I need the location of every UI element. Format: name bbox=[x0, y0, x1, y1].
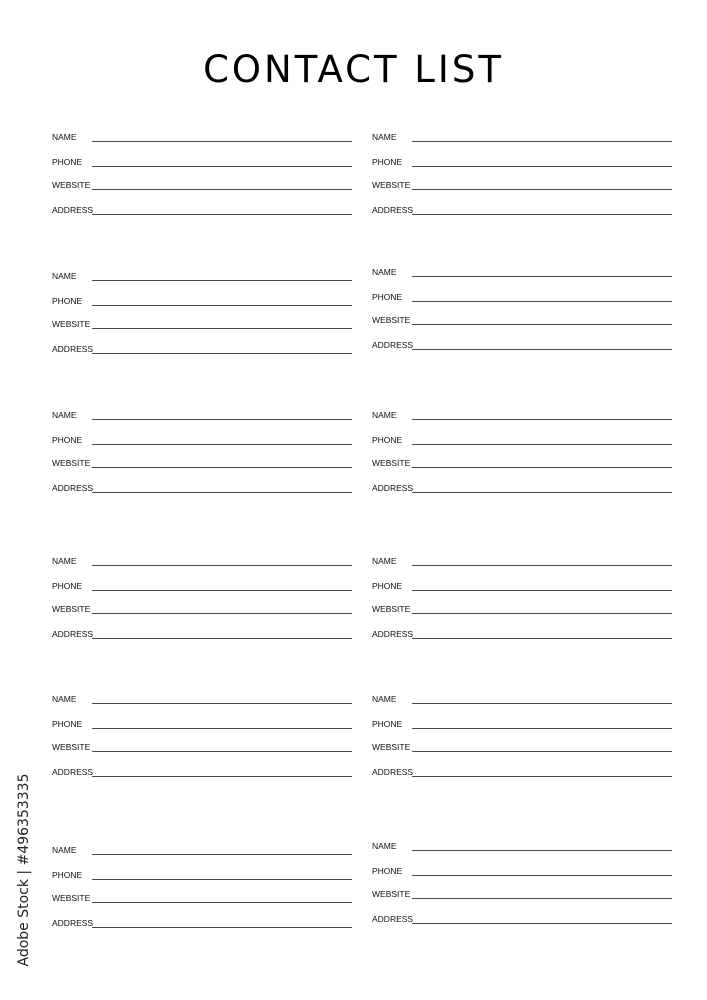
name-field[interactable] bbox=[52, 126, 352, 142]
address-write-line[interactable] bbox=[92, 927, 352, 928]
website-write-line[interactable] bbox=[412, 467, 672, 468]
phone-field[interactable] bbox=[52, 713, 352, 729]
website-write-line[interactable] bbox=[92, 467, 352, 468]
address-write-line[interactable] bbox=[412, 349, 672, 350]
address-write-line[interactable] bbox=[412, 214, 672, 215]
website-field[interactable] bbox=[52, 313, 352, 329]
website-write-line[interactable] bbox=[412, 898, 672, 899]
phone-label: PHONE bbox=[52, 581, 83, 591]
phone-write-line[interactable] bbox=[92, 590, 352, 591]
contact-card bbox=[52, 839, 352, 929]
phone-write-line[interactable] bbox=[92, 166, 352, 167]
website-field[interactable] bbox=[372, 598, 672, 614]
name-write-line[interactable] bbox=[412, 276, 672, 277]
name-label: NAME bbox=[372, 132, 397, 142]
address-field[interactable] bbox=[52, 912, 352, 928]
website-label: WEBSITE bbox=[372, 458, 411, 468]
name-field[interactable] bbox=[52, 550, 352, 566]
phone-label: PHONE bbox=[372, 719, 403, 729]
address-field[interactable] bbox=[372, 623, 672, 639]
address-field[interactable] bbox=[52, 623, 352, 639]
address-write-line[interactable] bbox=[412, 638, 672, 639]
website-write-line[interactable] bbox=[412, 324, 672, 325]
website-label: WEBSITE bbox=[372, 742, 411, 752]
website-field[interactable] bbox=[372, 883, 672, 899]
address-write-line[interactable] bbox=[92, 776, 352, 777]
name-field[interactable] bbox=[52, 688, 352, 704]
name-write-line[interactable] bbox=[92, 854, 352, 855]
name-write-line[interactable] bbox=[412, 703, 672, 704]
address-label: ADDRESS bbox=[372, 914, 414, 924]
phone-field[interactable] bbox=[52, 151, 352, 167]
name-field[interactable] bbox=[372, 835, 672, 851]
address-field[interactable] bbox=[372, 761, 672, 777]
phone-write-line[interactable] bbox=[412, 875, 672, 876]
name-write-line[interactable] bbox=[412, 850, 672, 851]
address-label: ADDRESS bbox=[372, 629, 414, 639]
name-write-line[interactable] bbox=[92, 419, 352, 420]
website-field[interactable] bbox=[372, 736, 672, 752]
name-label: NAME bbox=[52, 132, 77, 142]
contact-card bbox=[372, 404, 672, 494]
address-write-line[interactable] bbox=[92, 353, 352, 354]
name-write-line[interactable] bbox=[412, 565, 672, 566]
name-label: NAME bbox=[372, 556, 397, 566]
contact-card bbox=[372, 126, 672, 216]
phone-label: PHONE bbox=[372, 866, 403, 876]
address-label: ADDRESS bbox=[52, 767, 94, 777]
address-field[interactable] bbox=[52, 477, 352, 493]
name-label: NAME bbox=[52, 271, 77, 281]
website-write-line[interactable] bbox=[412, 189, 672, 190]
name-write-line[interactable] bbox=[92, 280, 352, 281]
website-label: WEBSITE bbox=[372, 315, 411, 325]
address-label: ADDRESS bbox=[372, 483, 414, 493]
name-label: NAME bbox=[52, 694, 77, 704]
address-label: ADDRESS bbox=[52, 205, 94, 215]
website-field[interactable] bbox=[52, 887, 352, 903]
stock-watermark bbox=[12, 760, 36, 980]
name-label: NAME bbox=[52, 556, 77, 566]
name-label: NAME bbox=[372, 267, 397, 277]
phone-write-line[interactable] bbox=[412, 728, 672, 729]
website-write-line[interactable] bbox=[92, 189, 352, 190]
address-field[interactable] bbox=[372, 908, 672, 924]
website-label: WEBSITE bbox=[372, 604, 411, 614]
address-write-line[interactable] bbox=[92, 492, 352, 493]
name-label: NAME bbox=[52, 410, 77, 420]
address-label: ADDRESS bbox=[52, 629, 94, 639]
contact-card bbox=[372, 688, 672, 778]
name-write-line[interactable] bbox=[412, 419, 672, 420]
phone-label: PHONE bbox=[52, 870, 83, 880]
website-write-line[interactable] bbox=[412, 613, 672, 614]
phone-write-line[interactable] bbox=[412, 166, 672, 167]
name-write-line[interactable] bbox=[92, 141, 352, 142]
phone-field[interactable] bbox=[372, 151, 672, 167]
name-field[interactable] bbox=[372, 261, 672, 277]
name-field[interactable] bbox=[372, 688, 672, 704]
address-label: ADDRESS bbox=[372, 340, 414, 350]
website-label: WEBSITE bbox=[52, 180, 91, 190]
contact-card bbox=[372, 261, 672, 351]
address-write-line[interactable] bbox=[412, 492, 672, 493]
contact-card bbox=[52, 688, 352, 778]
website-label: WEBSITE bbox=[52, 742, 91, 752]
phone-label: PHONE bbox=[52, 719, 83, 729]
phone-write-line[interactable] bbox=[412, 444, 672, 445]
address-write-line[interactable] bbox=[412, 923, 672, 924]
address-label: ADDRESS bbox=[52, 918, 94, 928]
phone-field[interactable] bbox=[372, 713, 672, 729]
phone-field[interactable] bbox=[52, 864, 352, 880]
address-label: ADDRESS bbox=[372, 205, 414, 215]
phone-field[interactable] bbox=[52, 290, 352, 306]
phone-write-line[interactable] bbox=[92, 305, 352, 306]
address-field[interactable] bbox=[372, 477, 672, 493]
contact-card bbox=[372, 550, 672, 640]
website-write-line[interactable] bbox=[412, 751, 672, 752]
address-field[interactable] bbox=[52, 338, 352, 354]
phone-label: PHONE bbox=[372, 435, 403, 445]
website-label: WEBSITE bbox=[52, 604, 91, 614]
website-write-line[interactable] bbox=[92, 751, 352, 752]
phone-field[interactable] bbox=[372, 575, 672, 591]
name-field[interactable] bbox=[372, 404, 672, 420]
phone-field[interactable] bbox=[372, 860, 672, 876]
website-label: WEBSITE bbox=[372, 889, 411, 899]
phone-field[interactable] bbox=[52, 429, 352, 445]
phone-label: PHONE bbox=[52, 435, 83, 445]
phone-field[interactable] bbox=[52, 575, 352, 591]
website-field[interactable] bbox=[372, 174, 672, 190]
address-write-line[interactable] bbox=[92, 638, 352, 639]
address-field[interactable] bbox=[52, 199, 352, 215]
watermark-text: Adobe Stock | #496353335 bbox=[16, 773, 32, 967]
phone-write-line[interactable] bbox=[92, 728, 352, 729]
phone-label: PHONE bbox=[52, 157, 83, 167]
name-label: NAME bbox=[372, 410, 397, 420]
phone-write-line[interactable] bbox=[92, 444, 352, 445]
phone-label: PHONE bbox=[372, 292, 403, 302]
website-field[interactable] bbox=[52, 598, 352, 614]
phone-label: PHONE bbox=[372, 581, 403, 591]
website-write-line[interactable] bbox=[92, 328, 352, 329]
contact-card bbox=[52, 265, 352, 355]
phone-label: PHONE bbox=[372, 157, 403, 167]
phone-write-line[interactable] bbox=[92, 879, 352, 880]
address-label: ADDRESS bbox=[372, 767, 414, 777]
name-label: NAME bbox=[372, 694, 397, 704]
address-field[interactable] bbox=[372, 199, 672, 215]
website-label: WEBSITE bbox=[52, 319, 91, 329]
phone-label: PHONE bbox=[52, 296, 83, 306]
name-label: NAME bbox=[52, 845, 77, 855]
website-field[interactable] bbox=[372, 309, 672, 325]
name-field[interactable] bbox=[372, 126, 672, 142]
website-field[interactable] bbox=[372, 452, 672, 468]
name-field[interactable] bbox=[52, 839, 352, 855]
website-write-line[interactable] bbox=[92, 902, 352, 903]
address-field[interactable] bbox=[372, 334, 672, 350]
address-write-line[interactable] bbox=[92, 214, 352, 215]
name-write-line[interactable] bbox=[412, 141, 672, 142]
website-field[interactable] bbox=[52, 736, 352, 752]
website-label: WEBSITE bbox=[52, 458, 91, 468]
page-title: CONTACT LIST bbox=[203, 48, 504, 91]
address-label: ADDRESS bbox=[52, 344, 94, 354]
name-field[interactable] bbox=[372, 550, 672, 566]
name-field[interactable] bbox=[52, 404, 352, 420]
website-label: WEBSITE bbox=[52, 893, 91, 903]
phone-write-line[interactable] bbox=[412, 301, 672, 302]
name-field[interactable] bbox=[52, 265, 352, 281]
phone-field[interactable] bbox=[372, 286, 672, 302]
website-label: WEBSITE bbox=[372, 180, 411, 190]
contact-card bbox=[372, 835, 672, 925]
name-write-line[interactable] bbox=[92, 565, 352, 566]
address-write-line[interactable] bbox=[412, 776, 672, 777]
address-label: ADDRESS bbox=[52, 483, 94, 493]
name-write-line[interactable] bbox=[92, 703, 352, 704]
address-field[interactable] bbox=[52, 761, 352, 777]
website-field[interactable] bbox=[52, 452, 352, 468]
name-label: NAME bbox=[372, 841, 397, 851]
contact-card bbox=[52, 404, 352, 494]
website-write-line[interactable] bbox=[92, 613, 352, 614]
phone-field[interactable] bbox=[372, 429, 672, 445]
contact-card bbox=[52, 126, 352, 216]
contact-card bbox=[52, 550, 352, 640]
website-field[interactable] bbox=[52, 174, 352, 190]
phone-write-line[interactable] bbox=[412, 590, 672, 591]
